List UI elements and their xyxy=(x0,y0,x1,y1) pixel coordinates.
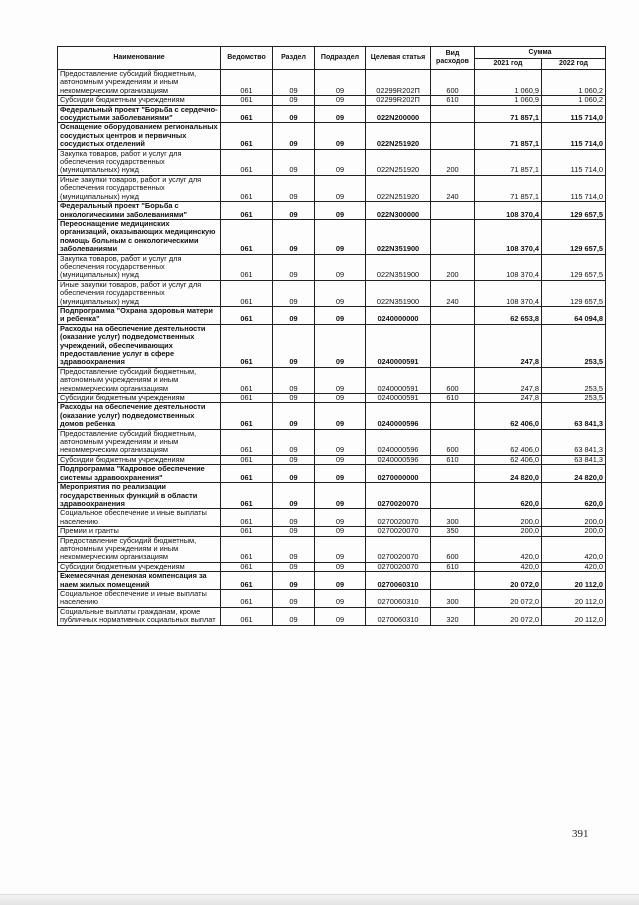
cell-ministry: 061 xyxy=(221,509,273,527)
cell-section: 09 xyxy=(273,536,315,562)
cell-subsection: 09 xyxy=(315,483,366,509)
cell-sum-2022: 115 714,0 xyxy=(542,149,606,175)
cell-section: 09 xyxy=(273,219,315,254)
cell-target: 022N351900 xyxy=(366,254,431,280)
table-row xyxy=(58,527,606,536)
cell-exp-type: 320 xyxy=(431,607,475,625)
table-row xyxy=(58,607,606,625)
cell-target: 0240000596 xyxy=(366,455,431,464)
cell-exp-type: 600 xyxy=(431,70,475,96)
cell-target: 022N251920 xyxy=(366,123,431,149)
table-row xyxy=(58,429,606,455)
cell-subsection: 09 xyxy=(315,324,366,367)
cell-sum-2021: 1 060,9 xyxy=(475,96,542,105)
cell-name: Оснащение оборудованием региональных сосудистых центров и первичных сосудистых отделений xyxy=(58,123,221,149)
cell-sum-2021: 71 857,1 xyxy=(475,123,542,149)
cell-ministry: 061 xyxy=(221,527,273,536)
cell-subsection: 09 xyxy=(315,219,366,254)
cell-target: 0270020070 xyxy=(366,483,431,509)
cell-exp-type xyxy=(431,202,475,220)
cell-exp-type xyxy=(431,324,475,367)
cell-target: 0270020070 xyxy=(366,562,431,571)
table-row xyxy=(58,175,606,201)
cell-target: 022N300000 xyxy=(366,202,431,220)
cell-section: 09 xyxy=(273,175,315,201)
cell-exp-type: 610 xyxy=(431,394,475,403)
table-row xyxy=(58,105,606,123)
cell-sum-2021: 420,0 xyxy=(475,562,542,571)
cell-sum-2021: 620,0 xyxy=(475,483,542,509)
cell-exp-type xyxy=(431,123,475,149)
cell-section: 09 xyxy=(273,280,315,306)
table-row xyxy=(58,254,606,280)
cell-target: 0270020070 xyxy=(366,536,431,562)
cell-ministry: 061 xyxy=(221,306,273,324)
cell-ministry: 061 xyxy=(221,483,273,509)
cell-subsection: 09 xyxy=(315,367,366,393)
cell-sum-2022: 620,0 xyxy=(542,483,606,509)
cell-section: 09 xyxy=(273,254,315,280)
cell-sum-2022: 63 841,3 xyxy=(542,429,606,455)
cell-section: 09 xyxy=(273,465,315,483)
cell-sum-2021: 62 406,0 xyxy=(475,429,542,455)
cell-section: 09 xyxy=(273,105,315,123)
cell-name: Ежемесячная денежная компенсация за наем жилых помещений xyxy=(58,572,221,590)
table-row xyxy=(58,589,606,607)
cell-sum-2022: 200,0 xyxy=(542,509,606,527)
cell-section: 09 xyxy=(273,123,315,149)
cell-name: Федеральный проект "Борьба с сердечно-сосудистыми заболеваниями" xyxy=(58,105,221,123)
cell-exp-type: 610 xyxy=(431,455,475,464)
cell-ministry: 061 xyxy=(221,149,273,175)
cell-target: 0240000591 xyxy=(366,367,431,393)
table-header xyxy=(58,47,606,70)
table-row xyxy=(58,324,606,367)
cell-exp-type xyxy=(431,572,475,590)
cell-ministry: 061 xyxy=(221,607,273,625)
cell-name: Мероприятия по реализации государственных функций в области здравоохранения xyxy=(58,483,221,509)
cell-sum-2022: 63 841,3 xyxy=(542,403,606,429)
page-number: 391 xyxy=(572,828,589,840)
cell-sum-2022: 115 714,0 xyxy=(542,123,606,149)
cell-sum-2021: 108 370,4 xyxy=(475,254,542,280)
cell-section: 09 xyxy=(273,70,315,96)
cell-name: Предоставление субсидий бюджетным, автономным учреждениям и иным некоммерческим организациям xyxy=(58,70,221,96)
cell-target: 022N251920 xyxy=(366,149,431,175)
header-target: Целевая статья xyxy=(366,47,431,70)
cell-ministry: 061 xyxy=(221,572,273,590)
cell-exp-type: 600 xyxy=(431,367,475,393)
cell-ministry: 061 xyxy=(221,280,273,306)
cell-sum-2021: 108 370,4 xyxy=(475,280,542,306)
table-row xyxy=(58,562,606,571)
cell-exp-type: 300 xyxy=(431,509,475,527)
header-section: Раздел xyxy=(273,47,315,70)
table-row xyxy=(58,96,606,105)
cell-sum-2022: 20 112,0 xyxy=(542,589,606,607)
cell-sum-2021: 200,0 xyxy=(475,527,542,536)
cell-sum-2022: 420,0 xyxy=(542,562,606,571)
cell-subsection: 09 xyxy=(315,536,366,562)
cell-name: Социальное обеспечение и иные выплаты населению xyxy=(58,509,221,527)
cell-target: 022N251920 xyxy=(366,175,431,201)
cell-sum-2022: 20 112,0 xyxy=(542,607,606,625)
table-row xyxy=(58,367,606,393)
cell-name: Закупка товаров, работ и услуг для обеспечения государственных (муниципальных) нужд xyxy=(58,254,221,280)
table-row xyxy=(58,394,606,403)
cell-ministry: 061 xyxy=(221,202,273,220)
cell-subsection: 09 xyxy=(315,429,366,455)
cell-subsection: 09 xyxy=(315,175,366,201)
cell-name: Закупка товаров, работ и услуг для обеспечения государственных (муниципальных) нужд xyxy=(58,149,221,175)
cell-exp-type: 610 xyxy=(431,96,475,105)
cell-target: 0240000591 xyxy=(366,324,431,367)
cell-exp-type xyxy=(431,483,475,509)
cell-subsection: 09 xyxy=(315,455,366,464)
cell-subsection: 09 xyxy=(315,394,366,403)
cell-ministry: 061 xyxy=(221,455,273,464)
cell-sum-2022: 129 657,5 xyxy=(542,254,606,280)
cell-sum-2022: 1 060,2 xyxy=(542,96,606,105)
cell-sum-2022: 20 112,0 xyxy=(542,572,606,590)
cell-sum-2022: 64 094,8 xyxy=(542,306,606,324)
cell-ministry: 061 xyxy=(221,219,273,254)
cell-sum-2022: 129 657,5 xyxy=(542,202,606,220)
cell-sum-2021: 247,8 xyxy=(475,394,542,403)
cell-section: 09 xyxy=(273,483,315,509)
cell-sum-2021: 71 857,1 xyxy=(475,175,542,201)
cell-target: 02299R202П xyxy=(366,96,431,105)
cell-target: 0270060310 xyxy=(366,607,431,625)
cell-ministry: 061 xyxy=(221,429,273,455)
header-year-2021: 2021 год xyxy=(475,59,542,70)
cell-sum-2022: 129 657,5 xyxy=(542,219,606,254)
cell-subsection: 09 xyxy=(315,254,366,280)
cell-ministry: 061 xyxy=(221,403,273,429)
cell-subsection: 09 xyxy=(315,306,366,324)
table-row xyxy=(58,536,606,562)
cell-name: Расходы на обеспечение деятельности (оказание услуг) подведомственных учреждений, обеспечивающих предоставление услуг в сфере здравоохранения xyxy=(58,324,221,367)
cell-sum-2021: 420,0 xyxy=(475,536,542,562)
cell-section: 09 xyxy=(273,527,315,536)
cell-ministry: 061 xyxy=(221,465,273,483)
cell-sum-2022: 1 060,2 xyxy=(542,70,606,96)
cell-name: Субсидии бюджетным учреждениям xyxy=(58,562,221,571)
cell-exp-type xyxy=(431,465,475,483)
table-row xyxy=(58,483,606,509)
cell-exp-type: 240 xyxy=(431,175,475,201)
cell-section: 09 xyxy=(273,202,315,220)
cell-subsection: 09 xyxy=(315,607,366,625)
cell-section: 09 xyxy=(273,589,315,607)
cell-target: 022N351900 xyxy=(366,219,431,254)
cell-section: 09 xyxy=(273,607,315,625)
cell-sum-2021: 247,8 xyxy=(475,367,542,393)
cell-sum-2022: 420,0 xyxy=(542,536,606,562)
cell-subsection: 09 xyxy=(315,123,366,149)
cell-sum-2022: 253,5 xyxy=(542,394,606,403)
cell-subsection: 09 xyxy=(315,403,366,429)
cell-sum-2022: 129 657,5 xyxy=(542,280,606,306)
table-body xyxy=(58,70,606,626)
table-row xyxy=(58,403,606,429)
table-row xyxy=(58,149,606,175)
cell-name: Субсидии бюджетным учреждениям xyxy=(58,394,221,403)
cell-sum-2021: 20 072,0 xyxy=(475,572,542,590)
cell-sum-2022: 24 820,0 xyxy=(542,465,606,483)
cell-name: Переоснащение медицинских организаций, оказывающих медицинскую помощь больным с онкологическими заболеваниями xyxy=(58,219,221,254)
cell-exp-type xyxy=(431,219,475,254)
cell-target: 02299R202П xyxy=(366,70,431,96)
cell-name: Социальное обеспечение и иные выплаты населению xyxy=(58,589,221,607)
header-exp-type: Вид расходов xyxy=(431,47,475,70)
cell-target: 0240000596 xyxy=(366,429,431,455)
cell-ministry: 061 xyxy=(221,367,273,393)
cell-subsection: 09 xyxy=(315,202,366,220)
cell-target: 0270000000 xyxy=(366,465,431,483)
cell-sum-2022: 115 714,0 xyxy=(542,105,606,123)
cell-target: 0240000000 xyxy=(366,306,431,324)
table-row xyxy=(58,455,606,464)
cell-sum-2022: 253,5 xyxy=(542,367,606,393)
table-row xyxy=(58,280,606,306)
cell-subsection: 09 xyxy=(315,149,366,175)
cell-sum-2021: 1 060,9 xyxy=(475,70,542,96)
cell-name: Субсидии бюджетным учреждениям xyxy=(58,96,221,105)
cell-section: 09 xyxy=(273,394,315,403)
table-row xyxy=(58,123,606,149)
cell-exp-type: 600 xyxy=(431,429,475,455)
cell-name: Предоставление субсидий бюджетным, автономным учреждениям и иным некоммерческим организациям xyxy=(58,367,221,393)
table-row xyxy=(58,219,606,254)
cell-target: 022N351900 xyxy=(366,280,431,306)
cell-section: 09 xyxy=(273,572,315,590)
cell-target: 0270060310 xyxy=(366,572,431,590)
cell-subsection: 09 xyxy=(315,509,366,527)
cell-exp-type: 200 xyxy=(431,254,475,280)
header-name: Наименование xyxy=(58,47,221,70)
cell-section: 09 xyxy=(273,429,315,455)
cell-ministry: 061 xyxy=(221,123,273,149)
header-sum: Сумма xyxy=(475,47,606,59)
cell-ministry: 061 xyxy=(221,175,273,201)
cell-subsection: 09 xyxy=(315,562,366,571)
cell-sum-2022: 63 841,3 xyxy=(542,455,606,464)
cell-sum-2021: 71 857,1 xyxy=(475,149,542,175)
cell-exp-type: 240 xyxy=(431,280,475,306)
header-year-2022: 2022 год xyxy=(542,59,606,70)
page-bottom-edge xyxy=(0,894,639,905)
cell-exp-type: 600 xyxy=(431,536,475,562)
cell-section: 09 xyxy=(273,562,315,571)
cell-ministry: 061 xyxy=(221,324,273,367)
header-subsection: Подраздел xyxy=(315,47,366,70)
cell-target: 0270020070 xyxy=(366,509,431,527)
cell-sum-2021: 20 072,0 xyxy=(475,607,542,625)
cell-ministry: 061 xyxy=(221,562,273,571)
cell-target: 0240000591 xyxy=(366,394,431,403)
cell-target: 0240000596 xyxy=(366,403,431,429)
cell-section: 09 xyxy=(273,324,315,367)
cell-name: Субсидии бюджетным учреждениям xyxy=(58,455,221,464)
cell-subsection: 09 xyxy=(315,280,366,306)
table-row xyxy=(58,572,606,590)
cell-name: Федеральный проект "Борьба с онкологическими заболеваниями" xyxy=(58,202,221,220)
table-row xyxy=(58,509,606,527)
cell-ministry: 061 xyxy=(221,105,273,123)
cell-sum-2021: 71 857,1 xyxy=(475,105,542,123)
cell-subsection: 09 xyxy=(315,465,366,483)
cell-name: Социальные выплаты гражданам, кроме публичных нормативных социальных выплат xyxy=(58,607,221,625)
table-row xyxy=(58,202,606,220)
cell-subsection: 09 xyxy=(315,589,366,607)
cell-sum-2021: 62 406,0 xyxy=(475,403,542,429)
cell-sum-2021: 200,0 xyxy=(475,509,542,527)
cell-ministry: 061 xyxy=(221,394,273,403)
cell-target: 022N200000 xyxy=(366,105,431,123)
budget-table xyxy=(57,46,606,626)
cell-target: 0270060310 xyxy=(366,589,431,607)
table-row xyxy=(58,306,606,324)
cell-section: 09 xyxy=(273,96,315,105)
cell-exp-type xyxy=(431,306,475,324)
table-row xyxy=(58,70,606,96)
cell-sum-2021: 247,8 xyxy=(475,324,542,367)
cell-name: Предоставление субсидий бюджетным, автономным учреждениям и иным некоммерческим организациям xyxy=(58,536,221,562)
cell-subsection: 09 xyxy=(315,527,366,536)
header-ministry: Ведомство xyxy=(221,47,273,70)
cell-section: 09 xyxy=(273,509,315,527)
cell-sum-2021: 20 072,0 xyxy=(475,589,542,607)
cell-section: 09 xyxy=(273,403,315,429)
cell-ministry: 061 xyxy=(221,536,273,562)
cell-exp-type: 200 xyxy=(431,149,475,175)
cell-ministry: 061 xyxy=(221,96,273,105)
cell-target: 0270020070 xyxy=(366,527,431,536)
cell-name: Иные закупки товаров, работ и услуг для обеспечения государственных (муниципальных) нужд xyxy=(58,175,221,201)
table-row xyxy=(58,465,606,483)
cell-subsection: 09 xyxy=(315,70,366,96)
cell-name: Предоставление субсидий бюджетным, автономным учреждениям и иным некоммерческим организациям xyxy=(58,429,221,455)
cell-ministry: 061 xyxy=(221,254,273,280)
cell-sum-2022: 253,5 xyxy=(542,324,606,367)
cell-exp-type xyxy=(431,403,475,429)
cell-exp-type: 610 xyxy=(431,562,475,571)
cell-subsection: 09 xyxy=(315,105,366,123)
cell-section: 09 xyxy=(273,149,315,175)
cell-name: Расходы на обеспечение деятельности (оказание услуг) подведомственных домов ребенка xyxy=(58,403,221,429)
cell-name: Подпрограмма "Кадровое обеспечение системы здравоохранения" xyxy=(58,465,221,483)
cell-sum-2021: 62 406,0 xyxy=(475,455,542,464)
cell-subsection: 09 xyxy=(315,96,366,105)
cell-exp-type: 300 xyxy=(431,589,475,607)
cell-section: 09 xyxy=(273,367,315,393)
cell-sum-2021: 108 370,4 xyxy=(475,219,542,254)
cell-sum-2022: 200,0 xyxy=(542,527,606,536)
cell-exp-type xyxy=(431,105,475,123)
cell-subsection: 09 xyxy=(315,572,366,590)
cell-name: Подпрограмма "Охрана здоровья матери и ребенка" xyxy=(58,306,221,324)
cell-section: 09 xyxy=(273,306,315,324)
cell-ministry: 061 xyxy=(221,589,273,607)
cell-sum-2021: 108 370,4 xyxy=(475,202,542,220)
cell-ministry: 061 xyxy=(221,70,273,96)
cell-section: 09 xyxy=(273,455,315,464)
cell-sum-2021: 24 820,0 xyxy=(475,465,542,483)
cell-exp-type: 350 xyxy=(431,527,475,536)
cell-name: Иные закупки товаров, работ и услуг для обеспечения государственных (муниципальных) нужд xyxy=(58,280,221,306)
cell-sum-2021: 62 653,8 xyxy=(475,306,542,324)
cell-name: Премии и гранты xyxy=(58,527,221,536)
cell-sum-2022: 115 714,0 xyxy=(542,175,606,201)
